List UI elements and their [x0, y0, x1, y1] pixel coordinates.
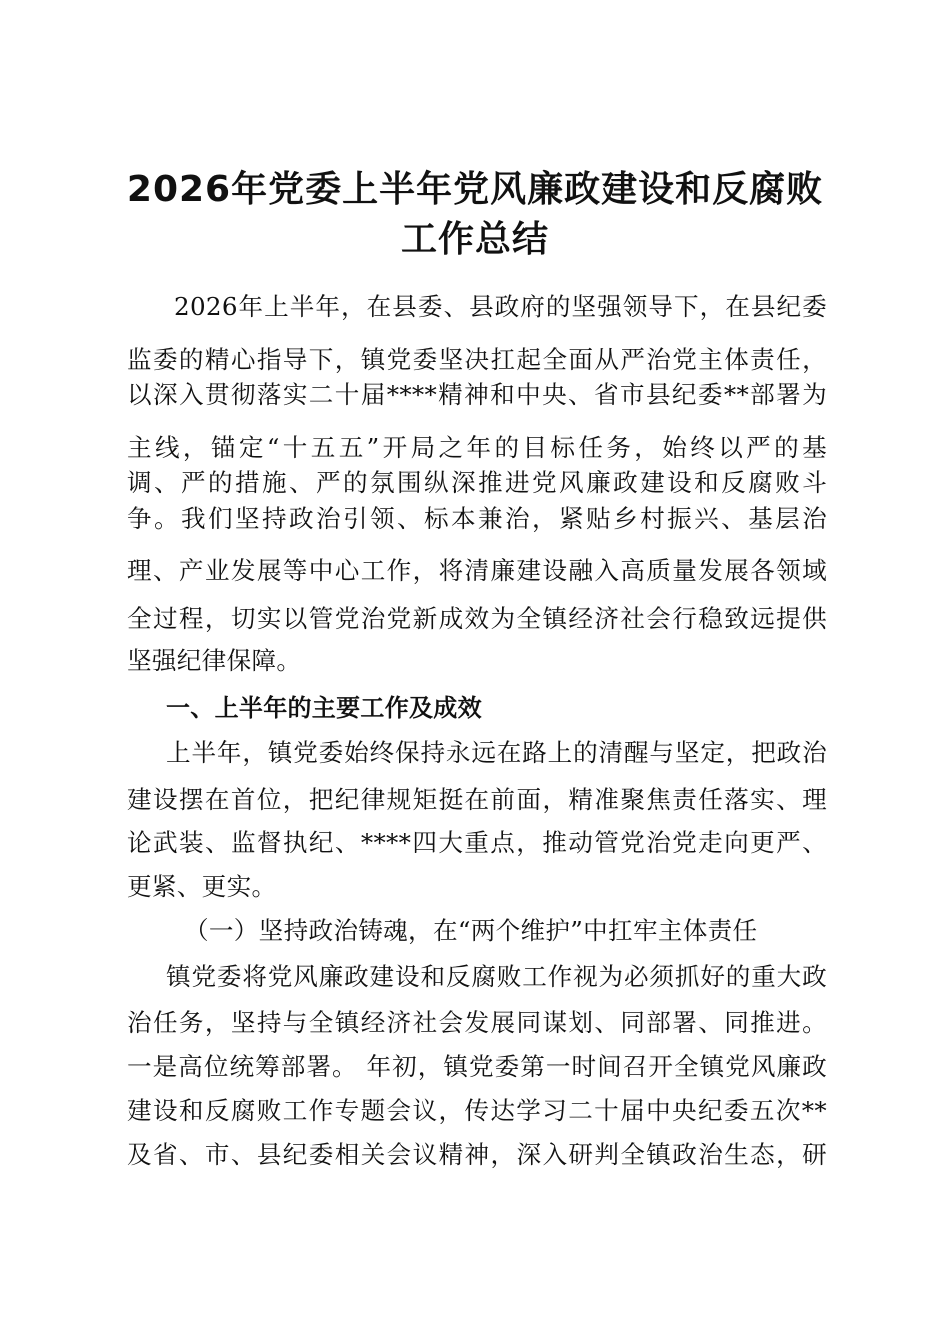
paragraph-intro-line: 2026年上半年，在县委、县政府的坚强领导下，在县纪委 [174, 292, 827, 321]
paragraph-intro-line: 主线，锚定“十五五”开局之年的目标任务，始终以严的基 [127, 433, 827, 462]
document-title-line-1: 2026年党委上半年党风廉政建设和反腐败 [126, 169, 824, 210]
paragraph-section1-line: 论武装、监督执纪、****四大重点，推动管党治党走向更严、 [127, 828, 827, 857]
paragraph-intro-line: 监委的精心指导下，镇党委坚决扛起全面从严治党主体责任， [127, 345, 827, 374]
paragraph-intro-line: 坚强纪律保障。 [127, 646, 302, 675]
paragraph-subsection1-line: 镇党委将党风廉政建设和反腐败工作视为必须抓好的重大政 [166, 962, 827, 991]
paragraph-subsection1-line: 及省、市、县纪委相关会议精神，深入研判全镇政治生态，研 [127, 1140, 827, 1169]
paragraph-intro-line: 理、产业发展等中心工作，将清廉建设融入高质量发展各领域 [127, 556, 827, 585]
paragraph-subsection1-line: 建设和反腐败工作专题会议，传达学习二十届中央纪委五次** [127, 1096, 827, 1125]
paragraph-subsection1-line: 治任务，坚持与全镇经济社会发展同谋划、同部署、同推进。 [127, 1008, 827, 1037]
document-title-line-2: 工作总结 [400, 219, 549, 260]
paragraph-section1-line: 建设摆在首位，把纪律规矩挺在前面，精准聚焦责任落实、理 [127, 785, 827, 814]
paragraph-intro-line: 争。我们坚持政治引领、标本兼治，紧贴乡村振兴、基层治 [127, 504, 827, 533]
paragraph-intro-line: 调、严的措施、严的氛围纵深推进党风廉政建设和反腐败斗 [127, 468, 827, 497]
paragraph-intro-line: 以深入贯彻落实二十届****精神和中央、省市县纪委**部署为 [127, 380, 827, 409]
paragraph-intro-line: 全过程，切实以管党治党新成效为全镇经济社会行稳致远提供 [127, 604, 827, 633]
subsection-heading-1: （一）坚持政治铸魂，在“两个维护”中扛牢主体责任 [184, 916, 758, 945]
paragraph-section1-line: 上半年，镇党委始终保持永远在路上的清醒与坚定，把政治 [166, 738, 827, 767]
paragraph-section1-line: 更紧、更实。 [127, 872, 277, 901]
paragraph-subsection1-line: 一是高位统筹部署。 年初，镇党委第一时间召开全镇党风廉政 [127, 1052, 827, 1081]
section-heading-1: 一、上半年的主要工作及成效 [166, 694, 482, 722]
